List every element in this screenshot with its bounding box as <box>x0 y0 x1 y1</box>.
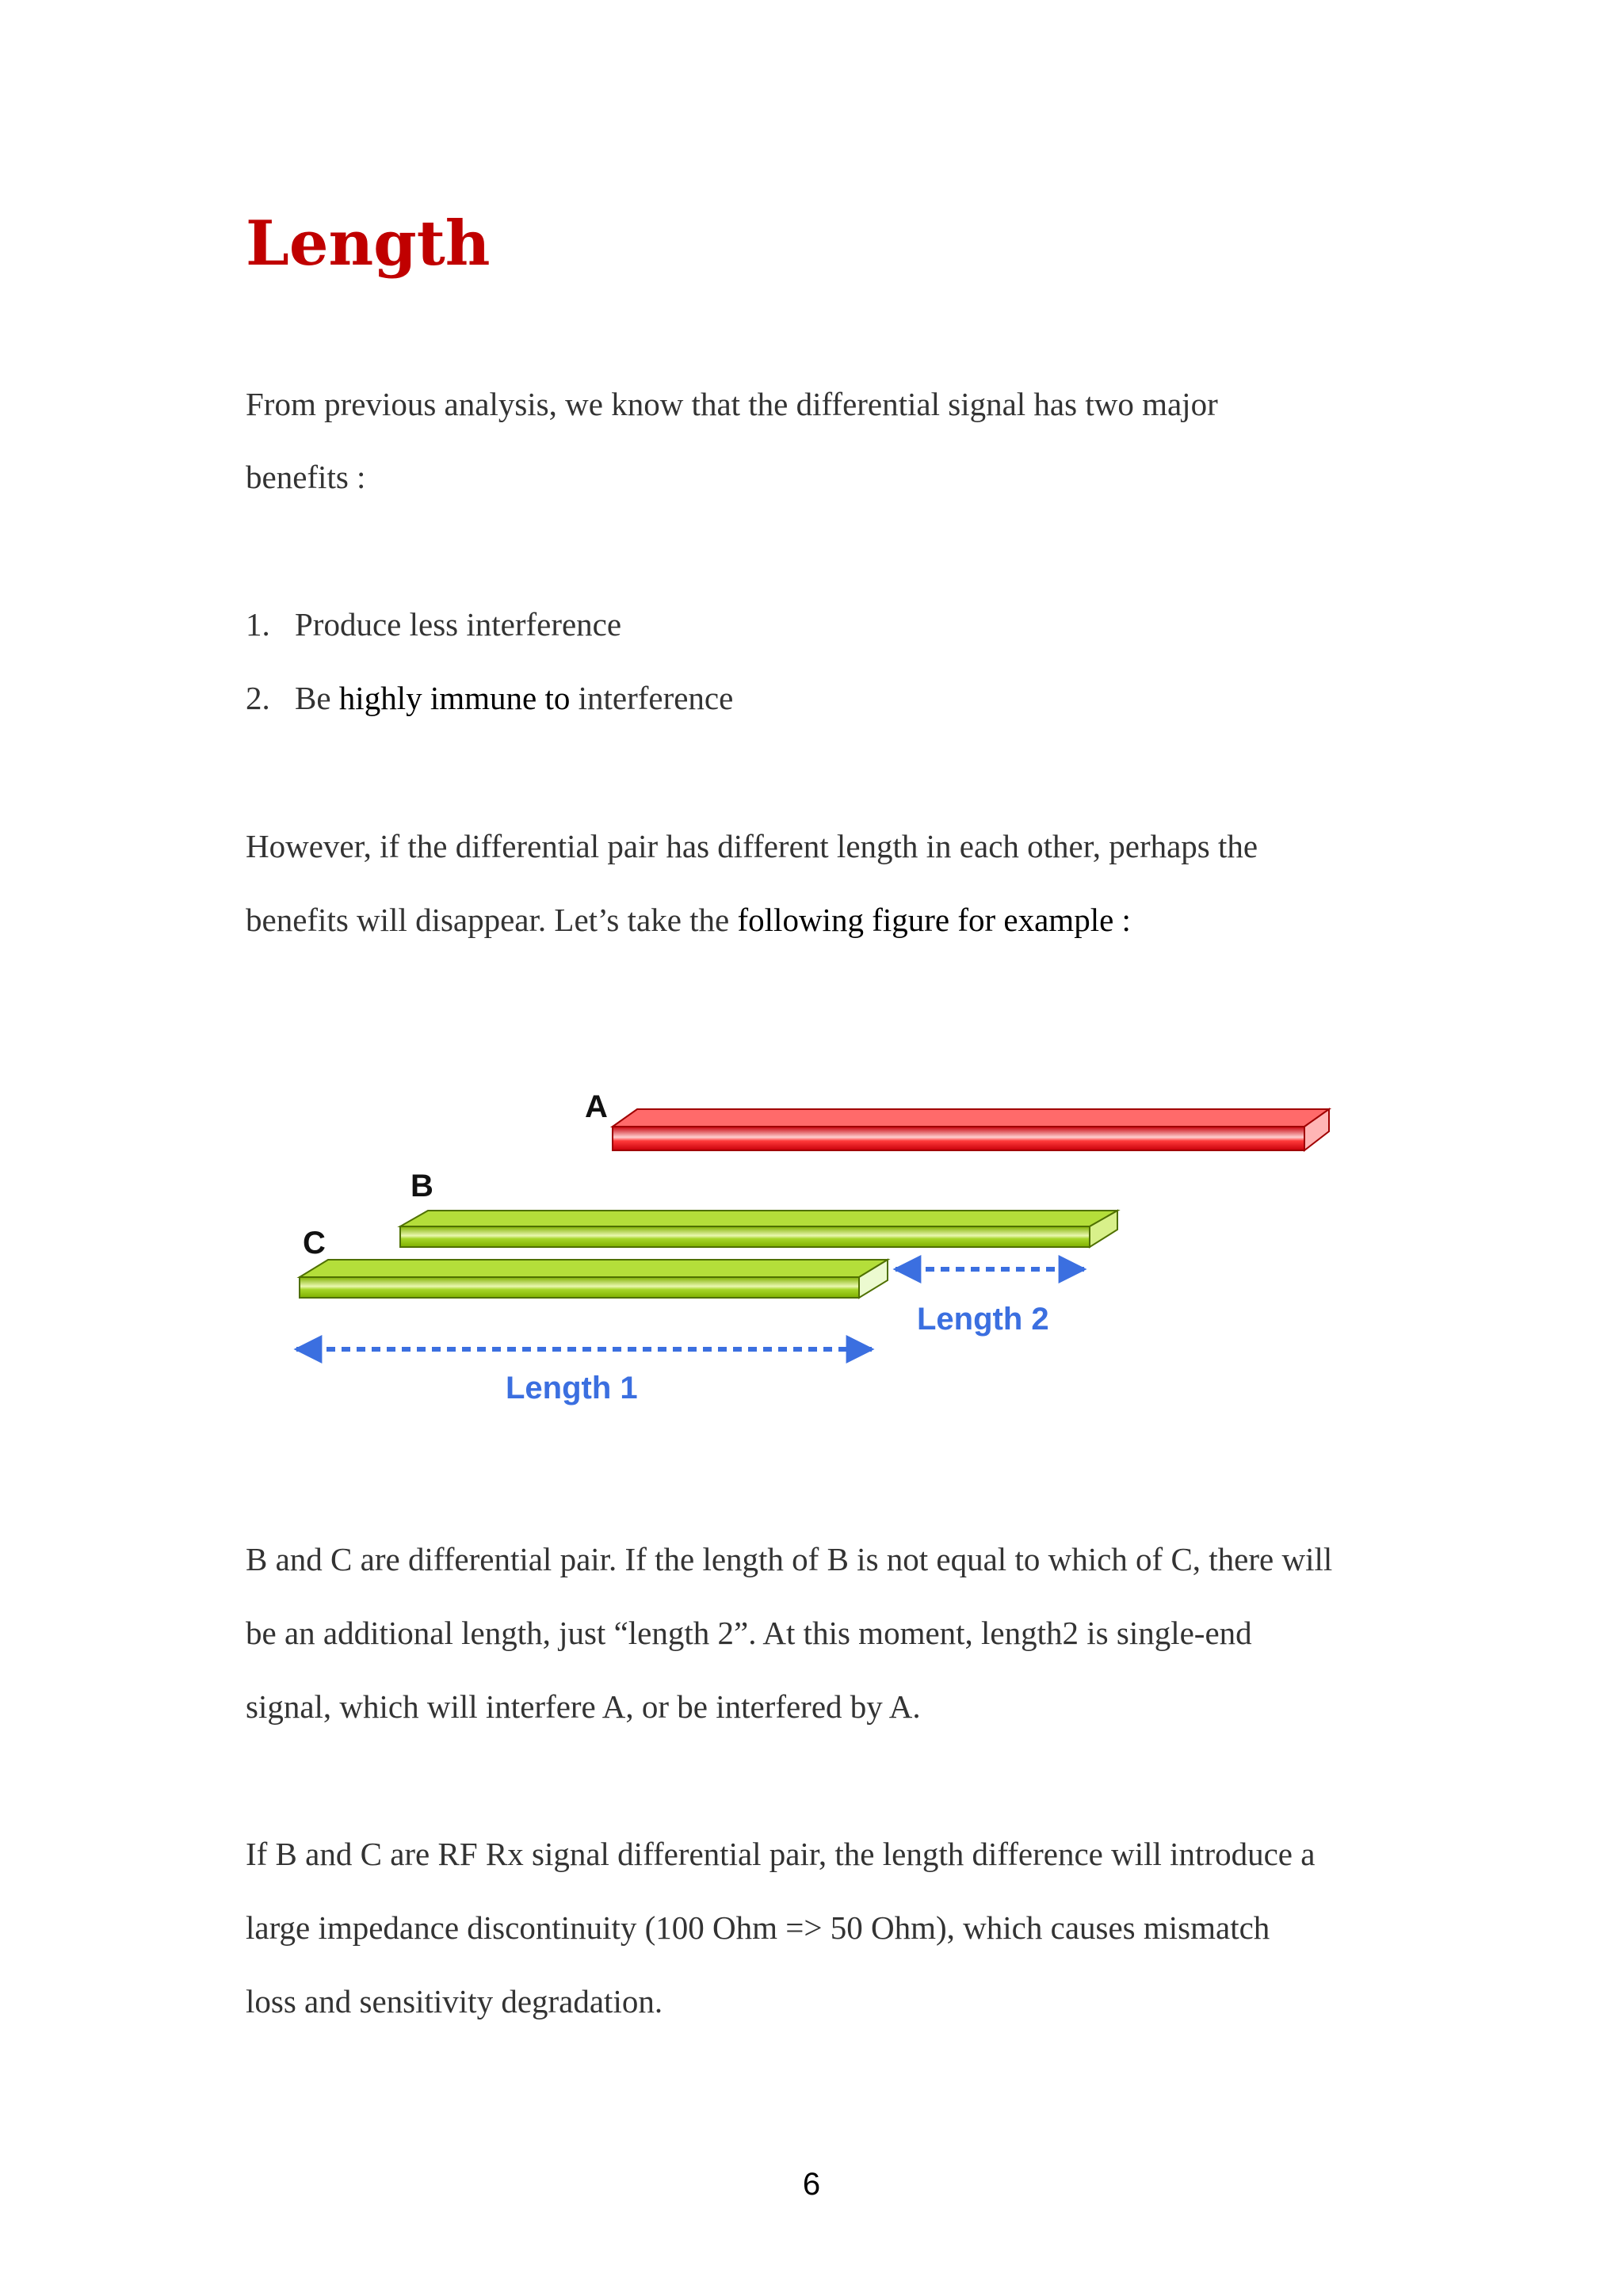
trace-b <box>400 1211 1117 1247</box>
length-1-label: Length 1 <box>506 1371 638 1405</box>
intro-line-1: From previous analysis, we know that the differential signal has two major <box>246 386 1218 422</box>
rf-line-1: If B and C are RF Rx signal differential pair, the length difference will introduce a <box>246 1836 1316 1872</box>
bc-line-3: signal, which will interfere A, or be interfered by A. <box>246 1688 921 1725</box>
page-title: Length <box>246 208 491 280</box>
list-item-2-prefix: Be <box>295 680 339 716</box>
page-number: 6 <box>802 2167 821 2202</box>
bc-line-2: be an additional length, just “length 2”. At this moment, length2 is single-end <box>246 1615 1252 1651</box>
however-line-2 <box>246 901 1131 939</box>
list-item-1: Produce less interference <box>295 606 622 643</box>
list-item-2-suffix: interference <box>570 680 734 716</box>
however-line-2-dark: following figure for example : <box>737 902 1131 938</box>
bc-line-1: B and C are differential pair. If the length of B is not equal to which of C, there will <box>246 1541 1333 1577</box>
label-a: A <box>585 1089 608 1124</box>
however-line-1: However, if the differential pair has different length in each other, perhaps the <box>246 828 1258 864</box>
trace-c <box>300 1260 888 1298</box>
rf-line-3: loss and sensitivity degradation. <box>246 1983 663 2019</box>
differential-pair-figure <box>269 1077 1395 1434</box>
label-b: B <box>411 1169 433 1203</box>
however-line-2-plain: benefits will disappear. Let’s take the <box>246 902 738 938</box>
rf-line-2: large impedance discontinuity (100 Ohm => 50 Ohm), which causes mismatch <box>246 1909 1270 1946</box>
list-item-2-highlight: highly immune to <box>338 680 571 716</box>
label-c: C <box>303 1226 326 1261</box>
list-number-1: 1. <box>246 606 270 643</box>
list-item-2 <box>295 679 733 717</box>
length-2-label: Length 2 <box>917 1302 1049 1337</box>
intro-line-2: benefits : <box>246 459 366 495</box>
list-number-2: 2. <box>246 680 270 716</box>
trace-a <box>613 1109 1329 1150</box>
